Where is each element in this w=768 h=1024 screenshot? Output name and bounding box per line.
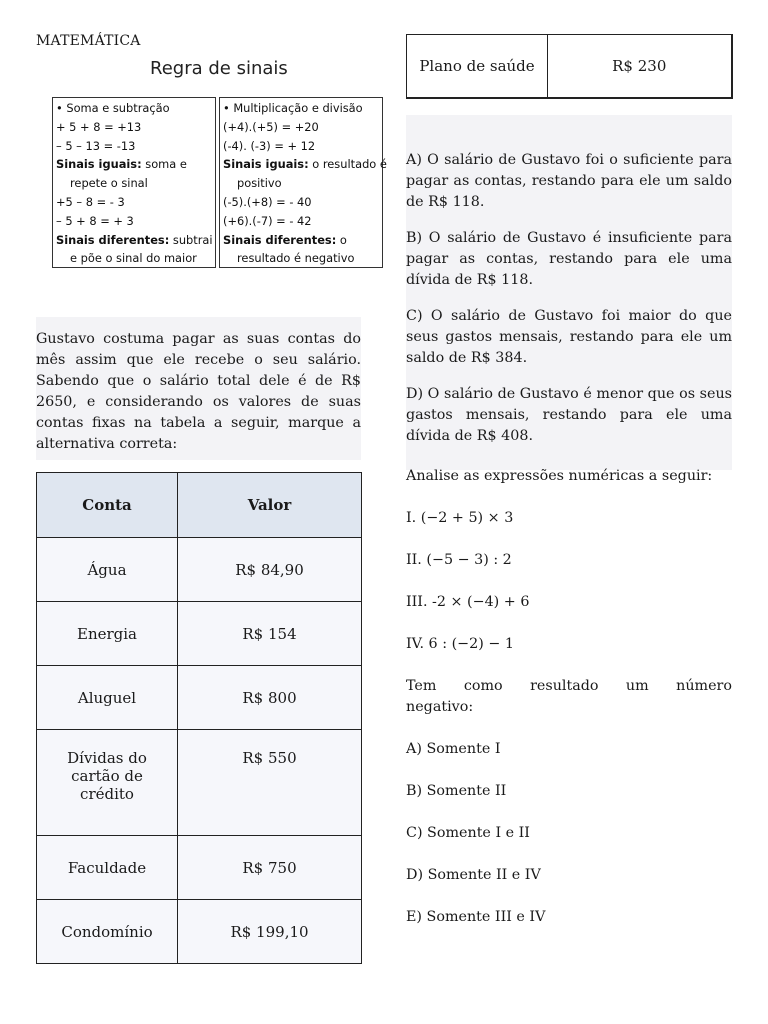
bill-value: R$ 800 [178, 666, 362, 730]
rule-line: Sinais diferentes: o [223, 232, 347, 247]
table-row [37, 602, 362, 666]
bill-value: R$ 199,10 [178, 900, 362, 964]
bills-table [36, 472, 362, 964]
bill-value: R$ 230 [548, 35, 732, 99]
header-valor: Valor [178, 473, 362, 538]
rule-bold: Sinais diferentes: [223, 232, 337, 247]
header-conta: Conta [37, 473, 178, 538]
table-header-row [37, 473, 362, 538]
table-row [407, 35, 732, 99]
rule-bold: Sinais diferentes: [56, 232, 170, 247]
rule-line: – 5 + 8 = + 3 [56, 213, 134, 228]
rule-line: • Multiplicação e divisão [223, 101, 363, 115]
multiplication-rules-box [219, 97, 387, 268]
question-intro: Analise as expressões numéricas a seguir: [406, 468, 713, 484]
rule-line: +5 – 8 = - 3 [56, 194, 125, 209]
rule-line: (-5).(+8) = - 40 [223, 194, 312, 209]
answer-a: A) Somente I [406, 741, 501, 757]
expression-3: III. -2 × (−4) + 6 [406, 594, 530, 610]
rule-line: (+6).(-7) = - 42 [223, 213, 312, 228]
addition-rules-box [52, 97, 216, 268]
table-row [37, 666, 362, 730]
bill-name: Dívidas do cartão de crédito [37, 730, 178, 836]
option-c: C) O salário de Gustavo foi maior do que seus gastos mensais, restando para ele um saldo de R$ 384. [406, 308, 732, 366]
expression-2: II. (−5 − 3) : 2 [406, 552, 512, 568]
rule-line: Sinais iguais: soma e [56, 157, 187, 172]
problem-statement: Gustavo costuma pagar as suas contas do mês assim que ele recebe o seu salário. Sabendo que o salário total dele é de R$ 2650, e considerando os valores de suas contas fixas na tabela a seguir, marque a alternativa correta: [36, 317, 361, 460]
rule-line: • Soma e subtração [56, 101, 170, 115]
rule-line: Sinais iguais: o resultado é [223, 157, 387, 172]
option-d: D) O salário de Gustavo é menor que os seus gastos mensais, restando para ele uma dívida de R$ 408. [406, 386, 732, 444]
rule-line: (+4).(+5) = +20 [223, 119, 319, 134]
question-prompt-cont: negativo: [406, 699, 474, 715]
expression-4: IV. 6 : (−2) − 1 [406, 636, 514, 652]
bill-name: Aluguel [37, 666, 178, 730]
table-row [37, 900, 362, 964]
question-two [406, 466, 732, 949]
rules-title: Regra de sinais [150, 58, 288, 79]
bill-name: Faculdade [37, 836, 178, 900]
rule-line: – 5 – 13 = -13 [56, 138, 136, 153]
rule-line: e põe o sinal do maior [70, 251, 197, 266]
bill-name: Plano de saúde [407, 35, 548, 99]
option-b: B) O salário de Gustavo é insuficiente para pagar as contas, restando para ele uma dívida de R$ 118. [406, 230, 732, 288]
table-row [37, 730, 362, 836]
answer-e: E) Somente III e IV [406, 909, 546, 925]
rule-line: + 5 + 8 = +13 [56, 119, 142, 134]
rule-bold: Sinais iguais: [56, 157, 142, 172]
rule-line: repete o sinal [70, 176, 148, 191]
table-row [37, 836, 362, 900]
bill-value: R$ 750 [178, 836, 362, 900]
option-a: A) O salário de Gustavo foi o suficiente para pagar as contas, restando para ele um saldo de R$ 118. [406, 152, 732, 210]
question-prompt: Tem como resultado um número [406, 678, 732, 694]
bill-value: R$ 84,90 [178, 538, 362, 602]
subject-heading: MATEMÁTICA [36, 33, 141, 49]
bill-value: R$ 550 [178, 730, 362, 836]
answer-options-box [406, 115, 732, 470]
answer-d: D) Somente II e IV [406, 867, 541, 883]
table-row [37, 538, 362, 602]
bills-table-continuation [406, 34, 733, 99]
bill-name: Energia [37, 602, 178, 666]
rule-line: (-4). (-3) = + 12 [223, 138, 316, 153]
answer-b: B) Somente II [406, 783, 507, 799]
answer-c: C) Somente I e II [406, 825, 530, 841]
bill-value: R$ 154 [178, 602, 362, 666]
expression-1: I. (−2 + 5) × 3 [406, 510, 514, 526]
rule-bold: Sinais iguais: [223, 157, 309, 172]
rule-line: resultado é negativo [237, 251, 355, 266]
bill-name: Condomínio [37, 900, 178, 964]
rule-line: positivo [237, 176, 282, 191]
rule-line: Sinais diferentes: subtrai [56, 232, 213, 247]
bill-name: Água [37, 538, 178, 602]
